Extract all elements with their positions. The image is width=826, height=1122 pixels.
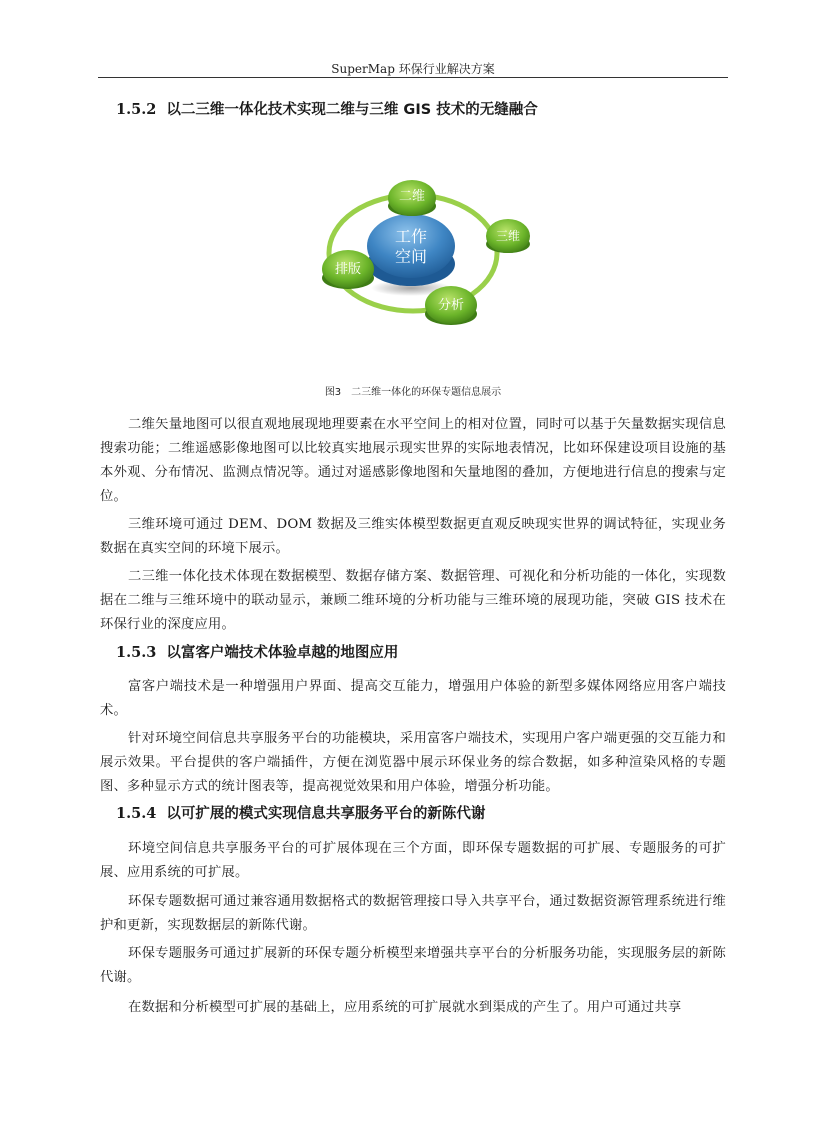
node-3d [486,219,530,253]
paragraph: 环保专题服务可通过扩展新的环保专题分析模型来增强共享平台的分析服务功能，实现服务层的新陈代谢。 [100,946,726,985]
center-label-line1: 工作 [394,227,428,246]
paragraph: 环保专题数据可通过兼容通用数据格式的数据管理接口导入共享平台，通过数据资源管理系统进行维护和更新，实现数据层的新陈代谢。 [100,894,726,933]
section-number: 1.5.3 [116,644,157,661]
paragraph: 富客户端技术是一种增强用户界面、提高交互能力，增强用户体验的新型多媒体网络应用客户端技术。 [100,679,726,718]
section-heading-1-5-2 [116,100,538,120]
center-node [367,214,455,278]
paragraph: 三维环境可通过 DEM、DOM 数据及三维实体模型数据更直观反映现实世界的调试特征，实现业务数据在真实空间的环境下展示。 [100,517,726,556]
section-heading-1-5-4 [116,804,485,824]
paragraph: 环境空间信息共享服务平台的可扩展体现在三个方面，即环保专题数据的可扩展、专题服务的可扩展、应用系统的可扩展。 [100,841,726,880]
figure-diagram [295,168,540,348]
paragraph: 针对环境空间信息共享服务平台的功能模块，采用富客户端技术，实现用户客户端更强的交互能力和展示效果。平台提供的客户端插件，方便在浏览器中展示环保业务的综合数据，如多种渲染风格的专题图、多种显示方式的统计图表等，提高视觉效果和用户体验，增强分析功能。 [100,731,726,794]
node-2d [388,180,436,216]
section-title: 以二三维一体化技术实现二维与三维 GIS 技术的无缝融合 [166,102,538,118]
center-label-line2: 空间 [394,247,428,266]
section-title: 以富客户端技术体验卓越的地图应用 [166,645,399,661]
section-heading-1-5-3 [116,643,398,663]
node-analysis-label: 分析 [437,298,465,313]
node-2d-label: 二维 [398,189,426,204]
paragraph: 二三维一体化技术体现在数据模型、数据存储方案、数据管理、可视化和分析功能的一体化，实现数据在二维与三维环境中的联动显示，兼顾二维环境的分析功能与三维环境的展现功能，突破 GIS 技术在环保行业的深度应用。 [100,569,726,632]
section-title: 以可扩展的模式实现信息共享服务平台的新陈代谢 [166,806,486,822]
node-analysis [425,286,477,325]
paragraph: 二维矢量地图可以很直观地展现地理要素在水平空间上的相对位置，同时可以基于矢量数据实现信息搜索功能；二维遥感影像地图可以比较真实地展示现实世界的实际地表情况，比如环保建设项目设施的基本外观、分布情况、监测点情况等。通过对遥感影像地图和矢量地图的叠加，方便地进行信息的搜索与定位。 [100,417,726,504]
section-number: 1.5.4 [116,805,157,822]
node-layout-label: 排版 [334,262,362,277]
figure-caption: 图3 二三维一体化的环保专题信息展示 [324,387,502,398]
paragraph: 在数据和分析模型可扩展的基础上，应用系统的可扩展就水到渠成的产生了。用户可通过共享 [128,1000,682,1015]
workspace-diagram [295,168,540,348]
page-header: SuperMap 环保行业解决方案 [331,62,495,76]
section-number: 1.5.2 [116,101,157,118]
header-rule [98,77,728,78]
node-3d-label: 三维 [495,229,521,243]
node-layout [322,250,374,289]
